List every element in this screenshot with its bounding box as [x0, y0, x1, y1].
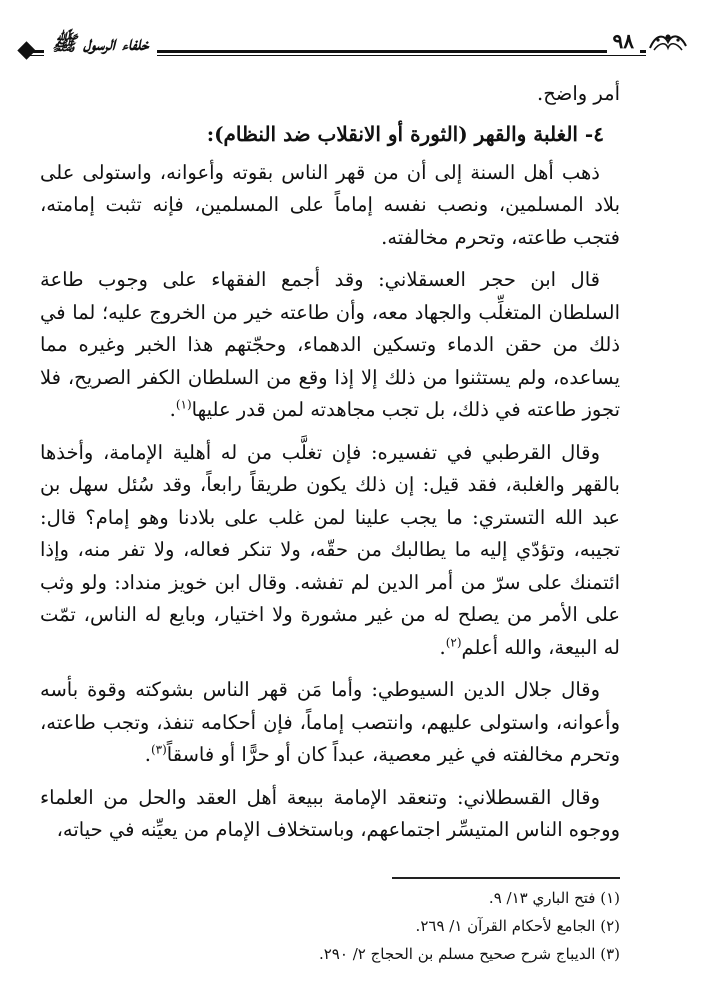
footnote-2: (٢) الجامع لأحكام القرآن ١/ ٢٦٩.: [415, 917, 620, 935]
paragraph-4: وقال جلال الدين السيوطي: وأما مَن قهر الناس بشوكته وقوة بأسه وأعوانه، واستولى عليهم، وانتصب إماماً، فإن أحكامه تنفذ، وتجب طاعته، وتحرم مخالفته في غير معصية، عبداً كان أو حرًّا أو فاسقاً$^{(٣)}$.: [40, 678, 620, 766]
footnote-1: (١) فتح الباري ١٣/ ٩.: [488, 889, 620, 907]
paragraph-2-text: قال ابن حجر العسقلاني: وقد أجمع الفقهاء على وجوب طاعة السلطان المتغلِّب والجهاد معه، وأن طاعته خير من الخروج عليه؛ لما في ذلك من حقن الدماء وتسكين الدهماء، وحجّتهم هذا الخبر وغيره مما يساعده، ولم يستثنوا من ذلك إلا إذا وقع من السلطان الكفر الصريح، فلا تجوز طاعته في ذلك، بل تجب مجاهدته لمن قدر عليها: [40, 268, 620, 421]
section-heading: ٤- الغلبة والقهر (الثورة أو الانقلاب ضد النظام):: [206, 121, 604, 146]
paragraph-5: وقال القسطلاني: وتنعقد الإمامة ببيعة أهل العقد والحل من العلماء ووجوه الناس المتيسِّر اجتماعهم، وباستخلاف الإمام من يعيِّنه في حياته،: [40, 785, 620, 841]
footnotes: [40, 884, 620, 968]
main-text: [40, 78, 620, 847]
footnote-ref-1[interactable]: (١): [175, 397, 192, 412]
diamond-ornament-icon: [17, 41, 35, 59]
footnote-ref-3[interactable]: (٣): [150, 742, 167, 757]
floral-ornament-icon: [646, 28, 690, 58]
footnote-separator: [392, 877, 620, 879]
page-number: ٩٨: [607, 28, 640, 54]
footnote-3: (٣) الديباج شرح صحيح مسلم بن الحجاج ٢/ ٢٩٠.: [318, 945, 620, 963]
paragraph-2: قال ابن حجر العسقلاني: وقد أجمع الفقهاء على وجوب طاعة السلطان المتغلِّب والجهاد معه، وأن طاعته خير من الخروج عليه؛ لما في ذلك من حقن الدماء وتسكين الدهماء، وحجّتهم هذا الخبر وغيره مما يساعده، ولم يستثنوا من ذلك إلا إذا وقع من السلطان الكفر الصريح، فلا تجوز طاعته في ذلك، بل تجب مجاهدته لمن قدر عليها$^{(١)}$.: [40, 268, 620, 421]
page-header: [18, 28, 690, 72]
continuation-line: أمر واضح.: [537, 82, 620, 105]
paragraph-3-text: وقال القرطبي في تفسيره: فإن تغلَّب من له أهلية الإمامة، وأخذها بالقهر والغلبة، فقد قيل: إن ذلك يكون طريقاً رابعاً، وقد سُئل سهل بن عبد الله التستري: ما يجب علينا لمن غلب على بلادنا وهو إمام؟ قال: تجيبه، وتؤدّي إليه ما يطالبك من حقّه، ولا تنكر فعاله، ولا تفر منه، وإذا ائتمنك على سرّ من أمر الدين لم تفشه. وقال ابن خويز منداد: ولو وثب على الأمر من يصلح له من غير مشورة ولا اختيار، وبايع له الناس، تمّت له البيعة، والله أعلم: [40, 440, 620, 659]
paragraph-3: وقال القرطبي في تفسيره: فإن تغلَّب من له أهلية الإمامة، وأخذها بالقهر والغلبة، فقد قيل: إن ذلك يكون طريقاً رابعاً، وقد سُئل سهل بن عبد الله التستري: ما يجب علينا لمن غلب على بلادنا وهو إمام؟ قال: تجيبه، وتؤدّي إليه ما يطالبك من حقّه، ولا تنكر فعاله، ولا تفر منه، وإذا ائتمنك على سرّ من أمر الدين لم تفشه. وقال ابن خويز منداد: ولو وثب على الأمر من يصلح له من غير مشورة ولا اختيار، وبايع له الناس، تمّت له البيعة، والله أعلم$^{(٢)}$.: [40, 440, 620, 659]
paragraph-4-text: وقال جلال الدين السيوطي: وأما مَن قهر الناس بشوكته وقوة بأسه وأعوانه، واستولى عليهم، وانتصب إماماً، فإن أحكامه تنفذ، وتجب طاعته، وتحرم مخالفته في غير معصية، عبداً كان أو حرًّا أو فاسقاً: [40, 678, 620, 766]
running-title: خلفاء الرسول ﷺ: [44, 30, 157, 56]
paragraph-1: ذهب أهل السنة إلى أن من قهر الناس بقوته وأعوانه، واستولى على بلاد المسلمين، ونصب نفسه إماماً على المسلمين، فإنه تثبت إمامته، فتجب طاعته، وتحرم مخالفته.: [40, 160, 620, 249]
footnote-ref-2[interactable]: (٢): [445, 635, 462, 649]
